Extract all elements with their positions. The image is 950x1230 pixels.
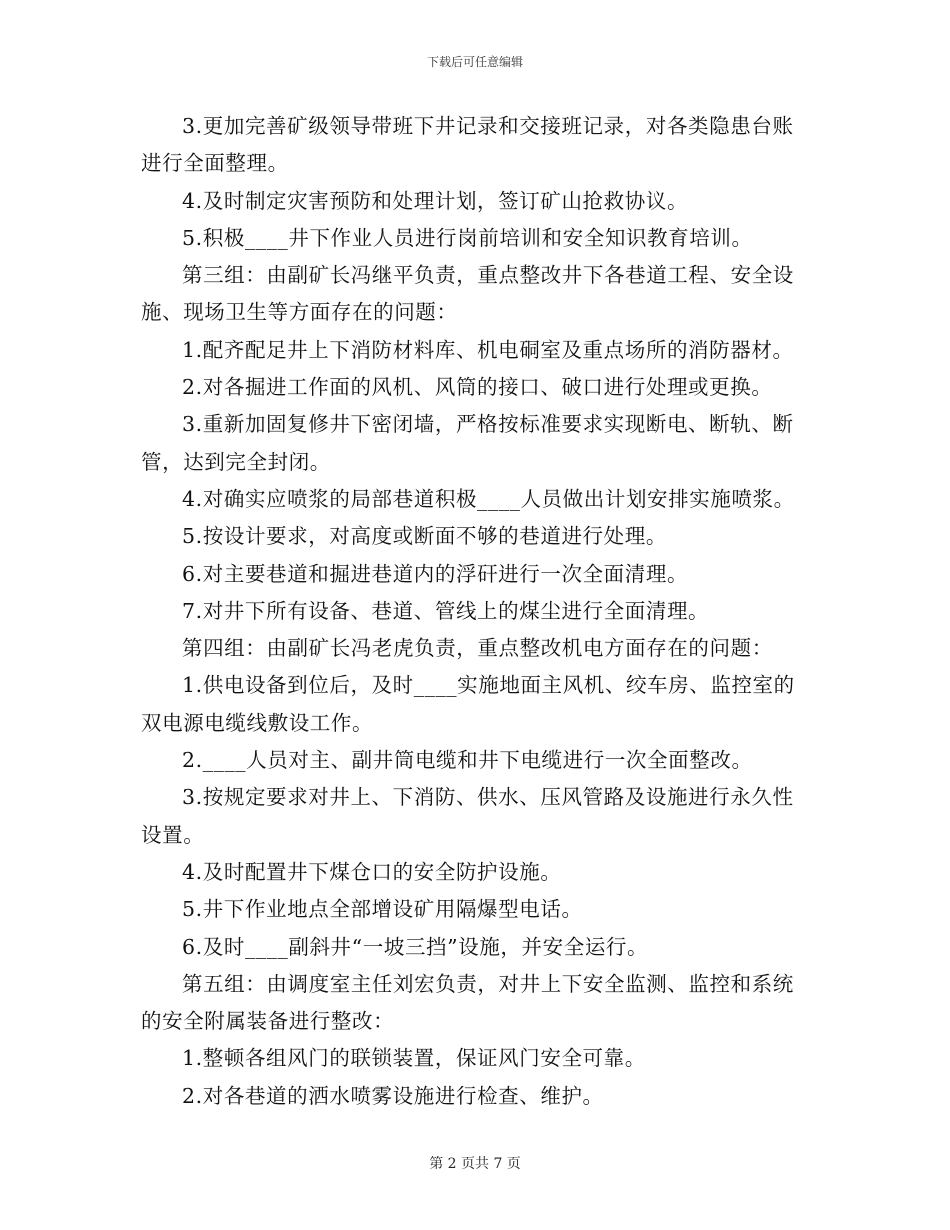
paragraph: 5.井下作业地点全部增设矿用隔爆型电话。 — [182, 897, 583, 922]
page-header-note: 下载后可任意编辑 — [426, 55, 523, 69]
paragraph: 5.积极____井下作业人员进行岗前培训和安全知识教育培训。 — [182, 225, 753, 250]
paragraph: 2.对各掘进工作面的风机、风筒的接口、破口进行处理或更换。 — [182, 375, 773, 400]
paragraph: 4.及时制定灾害预防和处理计划，签订矿山抢救协议。 — [182, 188, 689, 213]
paragraph: 3.按规定要求对井上、下消防、供水、压风管路及设施进行永久性设置。 — [141, 785, 794, 847]
paragraph: 5.按设计要求，对高度或断面不够的巷道进行处理。 — [182, 524, 667, 549]
paragraph: 6.对主要巷道和掘进巷道内的浮矸进行一次全面清理。 — [182, 561, 689, 586]
paragraph: 4.对确实应喷浆的局部巷道积极____人员做出计划安排实施喷浆。 — [182, 486, 795, 511]
paragraph: 6.及时____副斜井“一坡三挡”设施，并安全运行。 — [182, 934, 649, 959]
paragraph: 2.____人员对主、副井筒电缆和井下电缆进行一次全面整改。 — [182, 748, 753, 773]
paragraph: 1.供电设备到位后，及时____实施地面主风机、绞车房、监控室的双电源电缆线敷设工作。 — [141, 673, 795, 735]
paragraph: 7.对井下所有设备、巷道、管线上的煤尘进行全面清理。 — [182, 598, 710, 623]
paragraph: 1.整顿各组风门的联锁装置，保证风门安全可靠。 — [182, 1046, 646, 1071]
document-body — [141, 108, 809, 1115]
paragraph: 4.及时配置井下煤仓口的安全防护设施。 — [182, 859, 562, 884]
page-number: 第 2 页共 7 页 — [429, 1156, 521, 1172]
paragraph: 3.更加完善矿级领导带班下井记录和交接班记录，对各类隐患台账进行全面整理。 — [141, 114, 794, 176]
section-heading-group-5: 第五组：由调度室主任刘宏负责，对井上下安全监测、监控和系统的安全附属装备进行整改： — [141, 971, 794, 1034]
paragraph: 3.重新加固复修井下密闭墙，严格按标准要求实现断电、断轨、断管，达到完全封闭。 — [141, 412, 794, 474]
paragraph: 1.配齐配足井上下消防材料库、机电硐室及重点场所的消防器材。 — [182, 337, 794, 362]
section-heading-group-4: 第四组：由副矿长冯老虎负责，重点整改机电方面存在的问题： — [182, 636, 773, 661]
section-heading-group-3: 第三组：由副矿长冯继平负责，重点整改井下各巷道工程、安全设施、现场卫生等方面存在的问题： — [141, 263, 794, 325]
paragraph: 2.对各巷道的洒水喷雾设施进行检查、维护。 — [182, 1083, 604, 1108]
